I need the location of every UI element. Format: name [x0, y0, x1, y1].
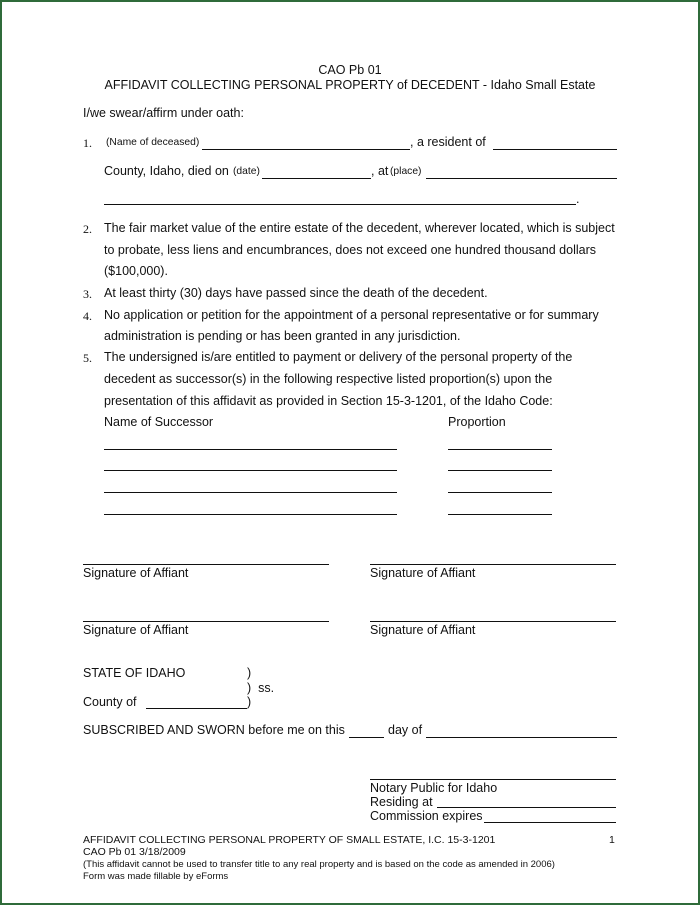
signature-label-3: Signature of Affiant: [83, 623, 189, 637]
footer-disclaimer: (This affidavit cannot be used to transfer title to any real property and is based on the code as amended in 2006): [83, 859, 555, 870]
resident-of-field[interactable]: [493, 149, 617, 150]
day-of-label: day of: [388, 723, 423, 737]
item-5-line-3: presentation of this affidavit as provided in Section 15-3-1201, of the Idaho Code:: [104, 394, 553, 408]
proportion-header: Proportion: [448, 415, 506, 429]
signature-label-1: Signature of Affiant: [83, 566, 189, 580]
successor-name-field[interactable]: [104, 492, 397, 493]
successor-proportion-field[interactable]: [448, 470, 552, 471]
name-of-deceased-label: (Name of deceased): [106, 137, 200, 148]
county-field[interactable]: [146, 708, 247, 709]
name-of-deceased-field[interactable]: [202, 149, 410, 150]
successor-name-field[interactable]: [104, 514, 397, 515]
successor-proportion-field[interactable]: [448, 449, 552, 450]
date-label: (date): [233, 166, 260, 177]
residing-at-label: Residing at: [370, 795, 433, 809]
venue-ss: ) ss.: [247, 681, 275, 695]
item-3-text: At least thirty (30) days have passed since the death of the decedent.: [104, 286, 488, 300]
resident-of-label: , a resident of: [410, 135, 486, 149]
item-2-line-3: ($100,000).: [104, 264, 168, 278]
footer-title: AFFIDAVIT COLLECTING PERSONAL PROPERTY OF SMALL ESTATE, I.C. 15-3-1201: [83, 834, 496, 846]
affiant-signature-field[interactable]: [370, 621, 616, 622]
signature-label-4: Signature of Affiant: [370, 623, 476, 637]
county-of-label: County of: [83, 695, 137, 709]
day-field[interactable]: [349, 737, 384, 738]
item-4-line-1: No application or petition for the appointment of a personal representative or for summary: [104, 308, 599, 322]
state-of-idaho: STATE OF IDAHO: [83, 666, 186, 680]
date-of-death-field[interactable]: [262, 178, 371, 179]
item-5-line-1: The undersigned is/are entitled to payment or delivery of the personal property of the: [104, 350, 573, 364]
footer-form-date: CAO Pb 01 3/18/2009: [83, 846, 186, 858]
successor-name-field[interactable]: [104, 470, 397, 471]
affiant-signature-field[interactable]: [370, 564, 616, 565]
venue-paren-1: ): [247, 666, 252, 680]
subscribed-sworn-text: SUBSCRIBED AND SWORN before me on this: [83, 723, 345, 737]
form-code: CAO Pb 01: [318, 63, 382, 77]
commission-expires-field[interactable]: [484, 822, 616, 823]
item-3-number: 3.: [83, 287, 92, 301]
venue-paren-3: ): [247, 695, 252, 709]
commission-expires-label: Commission expires: [370, 809, 483, 823]
place-continued-field[interactable]: [104, 204, 576, 205]
month-year-field[interactable]: [426, 737, 617, 738]
oath-statement: I/we swear/affirm under oath:: [83, 106, 244, 120]
place-label: (place): [390, 166, 422, 177]
successor-proportion-field[interactable]: [448, 514, 552, 515]
affiant-signature-field[interactable]: [83, 621, 329, 622]
item-2-line-2: to probate, less liens and encumbrances, does not exceed one hundred thousand dollars: [104, 243, 596, 257]
item-2-number: 2.: [83, 222, 92, 236]
document-title: AFFIDAVIT COLLECTING PERSONAL PROPERTY of DECEDENT - Idaho Small Estate: [104, 78, 596, 92]
item-1-number: 1.: [83, 136, 92, 150]
successor-name-header: Name of Successor: [104, 415, 214, 429]
item-5-number: 5.: [83, 351, 92, 365]
successor-proportion-field[interactable]: [448, 492, 552, 493]
residing-at-field[interactable]: [437, 807, 616, 808]
place-of-death-field[interactable]: [426, 178, 617, 179]
notary-signature-field[interactable]: [370, 779, 616, 780]
county-died-label: County, Idaho, died on: [104, 164, 229, 178]
footer-eforms: Form was made fillable by eForms: [83, 871, 229, 882]
item-5-line-2: decedent as successor(s) in the following respective listed proportion(s) upon the: [104, 372, 553, 386]
item-1-period: .: [576, 192, 580, 206]
at-label: , at: [371, 164, 389, 178]
item-4-line-2: administration is pending or has been granted in any jurisdiction.: [104, 329, 461, 343]
signature-label-2: Signature of Affiant: [370, 566, 476, 580]
item-4-number: 4.: [83, 309, 92, 323]
notary-public-label: Notary Public for Idaho: [370, 781, 498, 795]
item-2-line-1: The fair market value of the entire estate of the decedent, wherever located, which is subject: [104, 221, 615, 235]
successor-name-field[interactable]: [104, 449, 397, 450]
page-number: 1: [609, 834, 615, 846]
affiant-signature-field[interactable]: [83, 564, 329, 565]
